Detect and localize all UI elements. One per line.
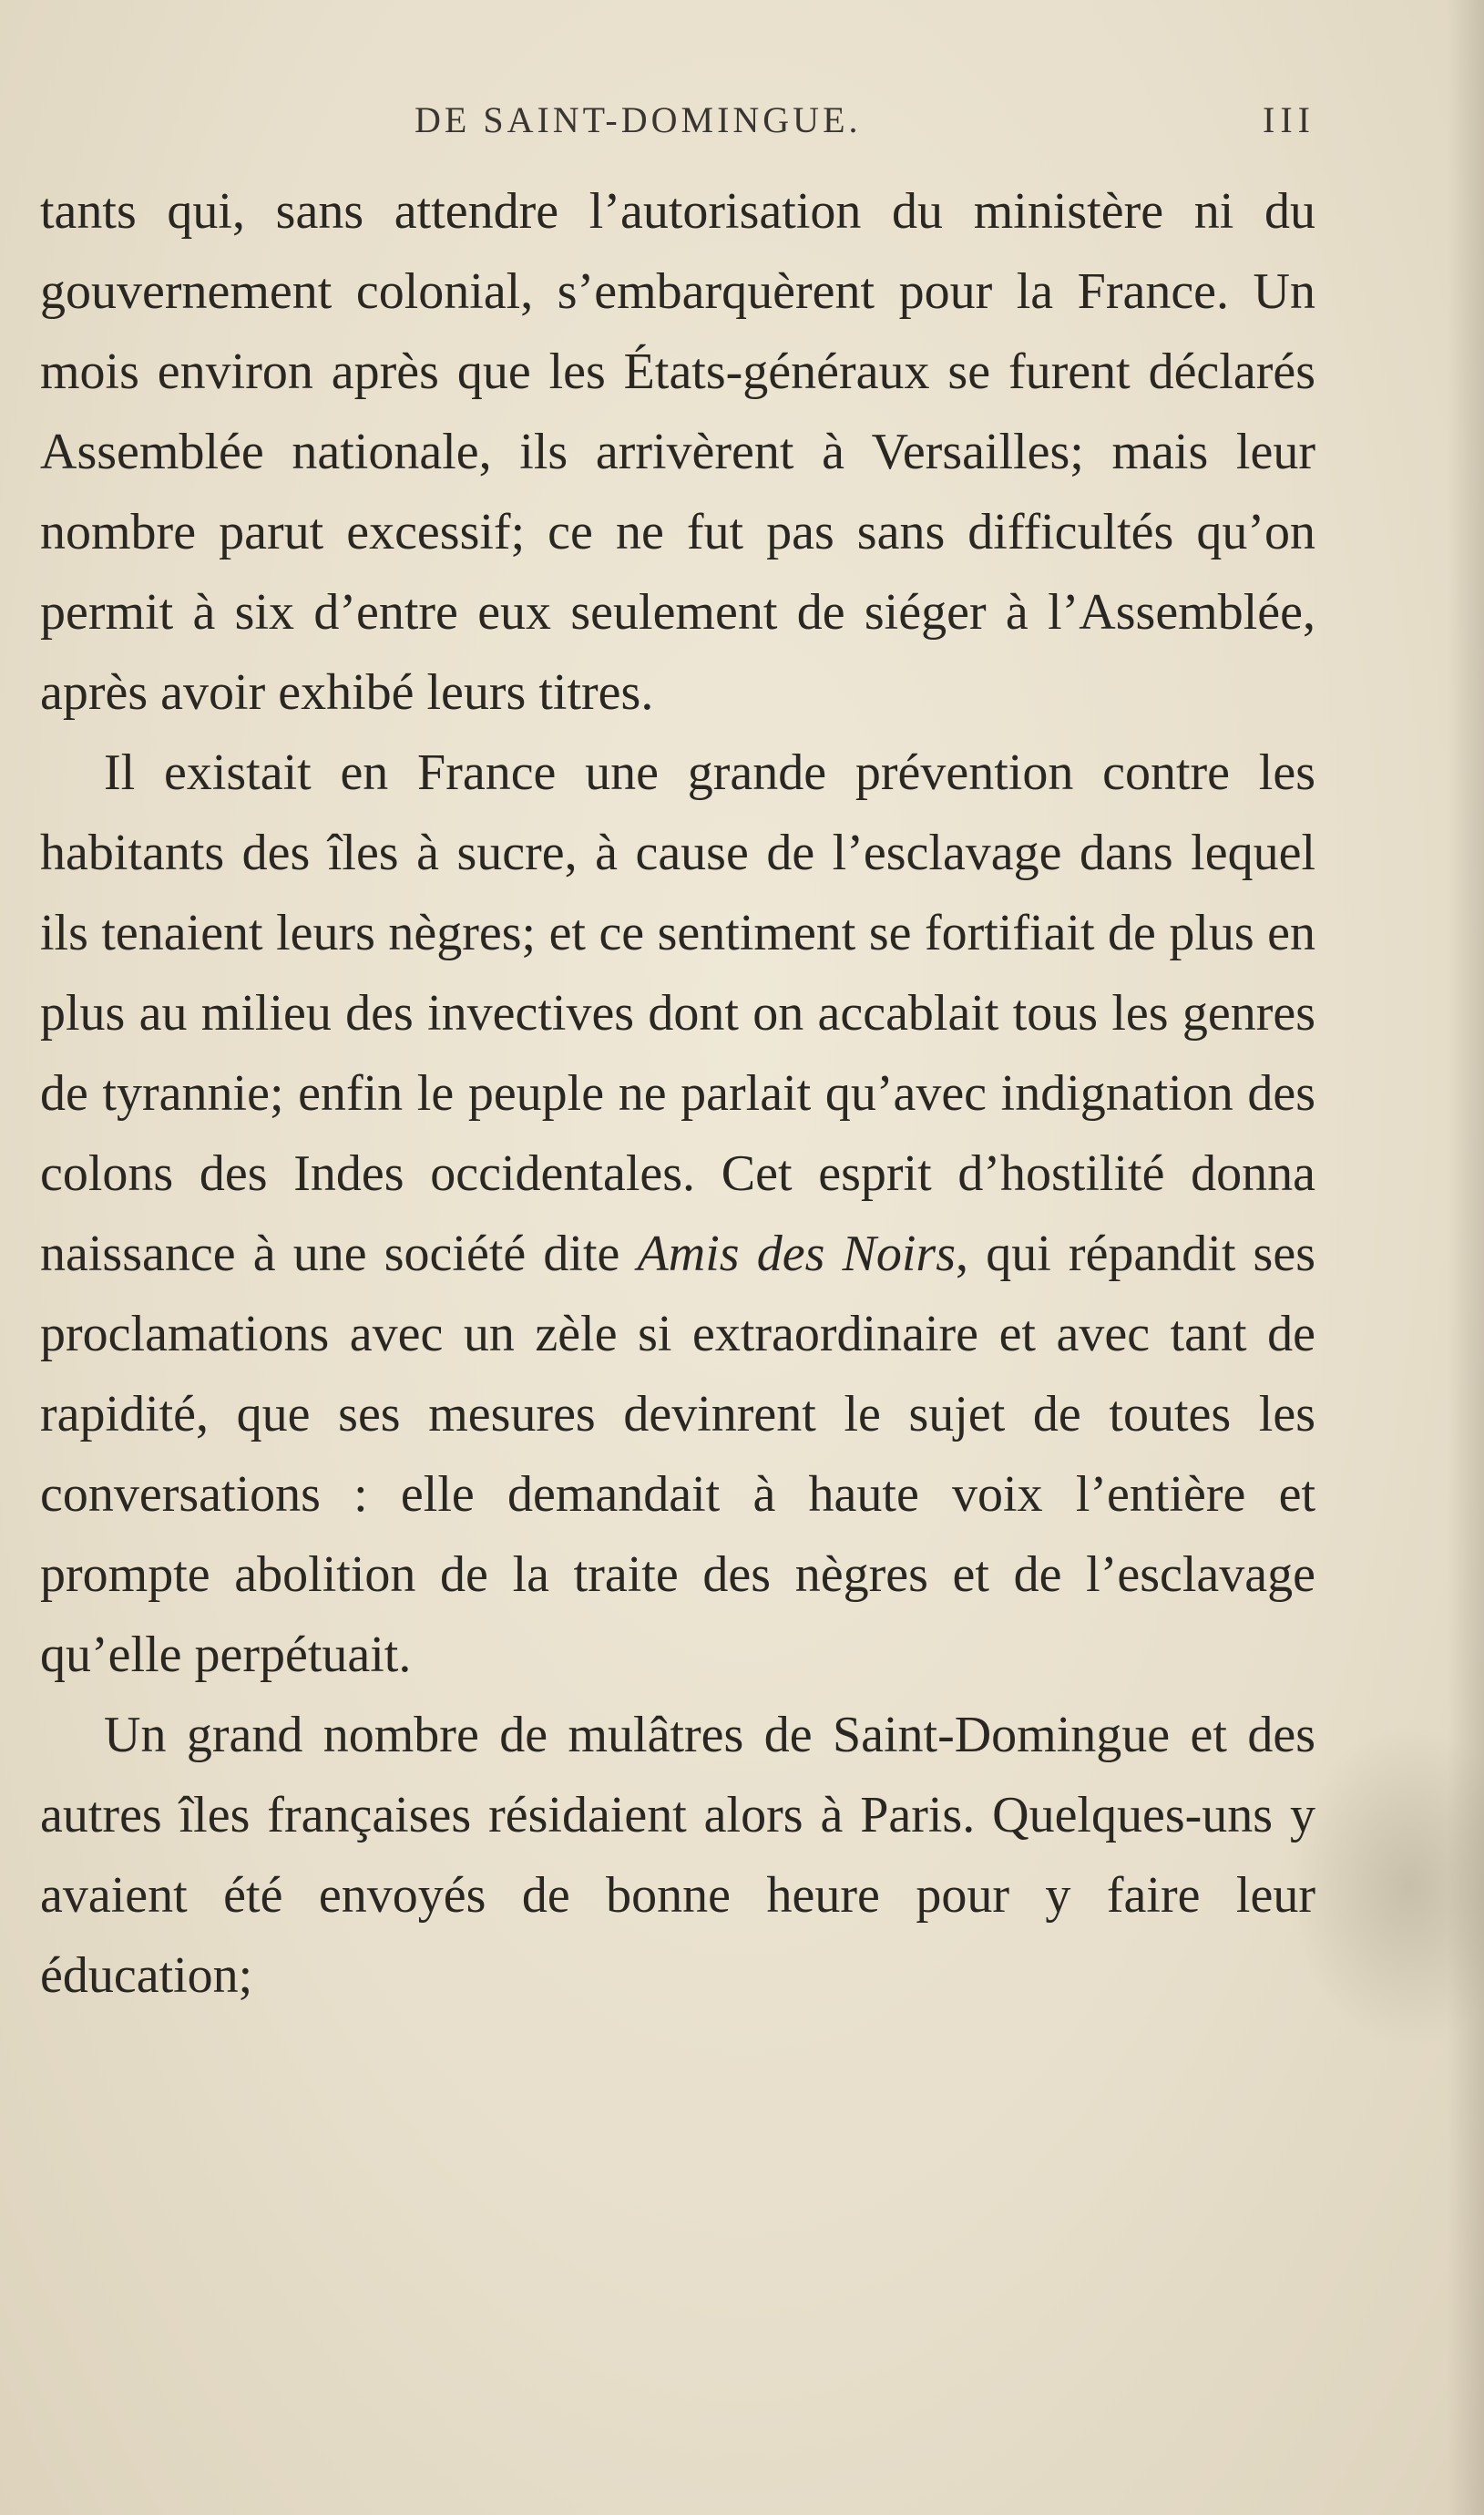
paragraph-3-text: Un grand nombre de mulâtres de Saint-Domingue et des autres îles françaises résidaient alors à Paris. Quelques-uns y avaient été envoyés de bonne heure pour y faire leur éducation; xyxy=(40,1707,1315,2004)
paragraph-2-text-after: , qui répandit ses proclamations avec un zèle si extraordinaire et avec tant de rapidité, que ses mesures devinrent le sujet de toutes les conversations : elle demandait à haute voix l’entière et prompte abolition de la traite des nègres et de l’esclavage qu’elle perpétuait. xyxy=(40,1226,1315,1683)
paragraph-3 xyxy=(40,1695,1315,2016)
paragraph-2-text-before: Il existait en France une grande prévention contre les habitants des îles à sucre, à cause de l’esclavage dans lequel ils tenaient leurs nègres; et ce sentiment se fortifiait de plus en plus au milieu des invectives dont on accablait tous les genres de tyrannie; enfin le peuple ne parlait qu’avec indignation des colons des Indes occidentales. Cet esprit d’hostilité donna naissance à une société dite xyxy=(40,744,1315,1282)
paragraph-1 xyxy=(40,171,1315,733)
running-head xyxy=(36,98,1315,153)
paragraph-2 xyxy=(40,733,1315,1695)
body-text xyxy=(40,171,1315,2016)
page-number: III xyxy=(1263,99,1315,140)
page-gutter-shadow xyxy=(1448,0,1484,2515)
paragraph-1-text: tants qui, sans attendre l’autorisation du ministère ni du gouvernement colonial, s’embarquèrent pour la France. Un mois environ après que les États-généraux se furent déclarés Assemblée nationale, ils arrivèrent à Versailles; mais leur nombre parut excessif; ce ne fut pas sans difficultés qu’on permit à six d’entre eux seulement de siéger à l’Assemblée, après avoir exhibé leurs titres. xyxy=(40,183,1315,721)
running-title: DE SAINT-DOMINGUE. xyxy=(414,99,862,140)
society-name: Amis des Noirs xyxy=(637,1226,957,1282)
